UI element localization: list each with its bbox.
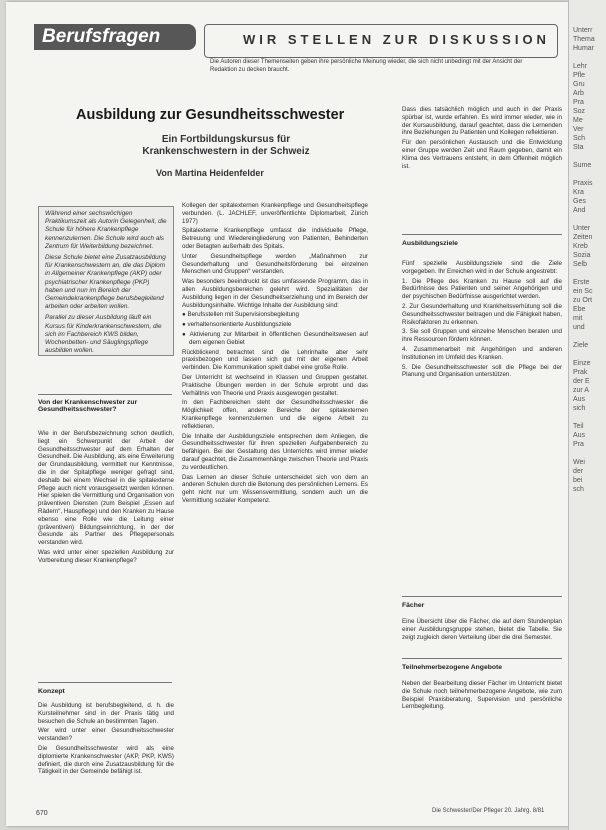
section-rule [38,394,172,395]
editorial-note: Die Autoren dieser Themenseiten geben ihre persönliche Meinung wieder, die sich nicht unbedingt mit der Ansicht der Redaktion zu decken braucht. [210,59,523,73]
section-rule [402,658,562,659]
paragraph: Was besonders beeindruckt ist das umfassende Programm, das in allen Ausbildungsbereichen gelehrt wird. Spezialitäten der Ausbildung liegen in der Gesundheitserziehung und im Bereich der Ausbildungsinhalte. Wichtige Inhalte der Ausbildung sind: [182,278,368,309]
paragraph: Wie in der Berufsbezeichnung schon deutlich, liegt ein Schwerpunkt der Arbeit der Gesundheitsschwester auf dem Erhalten der Gesundheit. Die Ausbildung, als eine Erweiterung der Grundausbildung, vermittelt nur Kenntnisse, die in der Spitalpflege weniger gefragt sind, deshalb bei einem Wechsel in die spitalexterne Pflege auch nicht vorausgesetzt werden können. Hier spielen die Vermittlung und Organisation von präventiven Diensten (zum Beispiel „Essen auf Rädern“, Hauspflege) und den Kranken zu Hause ebenso eine Rolle wie die Leitung einer (präventiven) Bildungseinrichtung, in der der Gesunde als Partner des Pflegepersonals verstanden wird. [38,430,174,547]
list-item: 2. Zur Gesunderhaltung und Krankheitsverhütung soll die Gesundheitsschwester beitragen und die Fähigkeit haben, Risikofaktoren zu erkennen. [402,302,562,326]
section-rule [402,234,562,235]
paragraph: Fünf spezielle Ausbildungsziele sind die Ziele vorgegeben. Ihr Erreichen wird in der Schule angestrebt: [402,260,562,275]
magazine-page [6,2,568,826]
abstract-paragraph: Parallel zu dieser Ausbildung läuft ein Kursus für Kinderkrankenschwestern, die sich im Fachbereich KWS bilden, Wochenbetten- und Säuglingspflege ausbilden wollen. [45,314,162,355]
angebote-text [402,680,562,713]
paragraph: Rückblickend betrachtet sind die Lehrinhalte aber sehr praxisbezogen und lassen sich gut mit der eigenen Arbeit verbinden. Die Kommunikation spielt dabei eine große Rolle. [182,348,368,372]
article-author: Von Martina Heidenfelder [156,168,264,178]
category-label: Berufsfragen [42,26,161,47]
paragraph: Unter Gesundheitspflege werden „Maßnahmen zur Gesunderhaltung und Gesundheitsförderung bei einzelnen Menschen und Gruppen“ verstanden. [182,252,368,276]
paragraph: Das Lernen an dieser Schule unterscheidet sich von dem an anderen Schulen durch die Betonung des persönlichen Lernens. Es geht nicht nur um Wissensvermittlung, sondern auch um die Vermittlung sozialer Kompetenz. [182,473,368,504]
adjacent-page-edge [568,0,606,830]
paragraph: Kollegen der spitalexternen Krankenpflege und Gesundheitspflege verbunden. (L. JACHLEF, unveröffentlichte Diplomarbeit, Zürich 1977) [182,202,368,225]
list-item: 4. Zusammenarbeit mit Angehörigen und anderen Institutionen im Umfeld des Kranken. [402,345,562,361]
bullet-item: ● Berufsstellen mit Supervisionsbegleitung [182,311,299,319]
paragraph: Die Ausbildung ist berufsbegleitend, d. h. die Kursteilnehmer sind in der Praxis tätig und besuchen die Schule an bestimmten Tagen. [38,702,174,725]
konzept-text [38,702,174,778]
list-item: 1. Die Pflege des Kranken zu Hause soll auf die Bedürfnisse des Patienten und seiner Angehörigen und der psychischen Bedürfnisse ausgerichtet werden. [402,277,562,301]
article-subtitle: Ein Fortbildungskursus für Krankenschwestern in der Schweiz [142,134,310,157]
abstract-paragraph: Diese Schule bietet eine Zusatzausbildung für Krankenschwestern an, die das Diplom in Allgemeiner Krankenpflege (AKP) oder psychiatrischer Krankenpflege (PKP) haben und nun im Bereich der Gemeindekrankenpflege berufsbegleitend arbeiten oder arbeiten wollen. [45,254,166,311]
section-heading: Von der Krankenschwester zur Gesundheitsschwester? [38,399,138,413]
adjacent-page-text: Unterr Thema Humar Lehr Pfle Gru Arb Pra Soz Me Ver Sch Sta Sume Praxis Kra Ges And Unter Zeiten Kreb Sozia Selb Erste ein Sc zu Ort Ebe mit und Ziele Einze Prak der E zur A Aus sich Teil Aus Pra Wei der bei sch [573,27,595,493]
paragraph: Der Unterricht ist wechselnd in Klassen und Gruppen gestaltet. Praktische Übungen werden in der Schule erprobt und das Verhältnis von Theorie und Praxis ausgewogen gestaltet. [182,373,368,397]
page-number: 670 [36,810,48,817]
middle-column-text [182,202,368,507]
section-heading: Teilnehmerbezogene Angebote [402,664,503,671]
list-item: 5. Die Gesundheitsschwester soll die Pflege bei der Planung und Organisation unterstützen. [402,363,562,379]
paragraph: Eine Übersicht über die Fächer, die auf dem Stundenplan einer Ausbildungsgruppe stehen, bietet die Tabelle. Sie zeigt zugleich deren Verteilung über die drei Semester. [402,618,562,641]
bullet-item: ● verhaltensorientierte Ausbildungsziele [182,321,292,329]
series-title: WIR STELLEN ZUR DISKUSSION [243,32,550,47]
section-heading: Ausbildungsziele [402,240,458,247]
article-title: Ausbildung zur Gesundheitsschwester [76,107,345,123]
right-column-top-text [402,106,562,172]
ziele-text [402,260,562,381]
journal-footer: Die Schwester/Der Pfleger 20. Jahrg. 8/81 [432,808,545,814]
abstract-box [38,206,174,356]
category-banner [34,24,196,50]
list-item: 3. Sie soll Gruppen und einzelne Menschen beraten und ihre Ressourcen fördern können. [402,328,562,344]
paragraph: In den Fachbereichen steht der Gesundheitsschwester die Möglichkeit offen, andere Bereiche der spitalexternen Krankenpflege kennenzulernen und die eigene Arbeit zu reflektieren. [182,399,368,430]
paragraph: Die Gesundheitsschwester wird als eine diplomierte Krankenschwester (AKP, PKP, KWS) definiert, die durch eine Zusatzausbildung für die Tätigkeit in der Gemeinde befähigt ist. [38,744,174,776]
section-rule [402,596,562,597]
paragraph: Wer wird unter einer Gesundheitsschwester verstanden? [38,727,174,743]
paragraph: Spitalexterne Krankenpflege umfasst die individuelle Pflege, Betreuung und Wiedereingliederung von Patienten, Behinderten oder Betagten außerhalb des Spitals. [182,227,368,250]
paragraph: Die Inhalte der Ausbildungsziele entsprechen dem Anliegen, die Gesundheitsschwester für ihren speziellen Aufgabenbereich zu befähigen. Bei der Gestaltung des Unterrichts wird immer wieder darauf geachtet, die Zusammenhänge zwischen Theorie und Praxis zu verdeutlichen. [182,432,368,471]
paragraph: Was wird unter einer speziellen Ausbildung zur Vorbereitung dieser Krankenpflege? [38,548,174,564]
left-column-text [38,430,174,567]
section-rule [38,682,172,683]
series-title-box [204,24,558,58]
abstract-paragraph: Während einer sechswöchigen Praktikumszeit als Autorin Gelegenheit, die Schule für höhere Krankenpflege kennenzulernen. Die Schule wird auch als Zentrum für Weiterbildung bezeichnet. [45,210,167,250]
bullet-item: ● Aktivierung zur Mitarbeit in öffentlichen Gesundheitswesen auf dem eigenen Gebiet [182,330,368,346]
section-heading: Konzept [38,688,65,695]
section-heading: Fächer [402,602,425,609]
paragraph: Für den persönlichen Austausch und die Entwicklung einer Gruppe werden Zeit und Raum gegeben, damit ein Klima des Vertrauens entsteht, in dem Offenheit möglich ist. [402,139,562,170]
paragraph: Dass dies tatsächlich möglich und auch in der Praxis spürbar ist, wurde erfahren. Es wird immer wieder, wie in der Kursausbildung, darauf geachtet, dass die Lernenden ihre Beziehungen zu Patienten und Kollegen reflektieren. [402,106,562,137]
faecher-text [402,618,562,643]
paragraph: Neben der Bearbeitung dieser Fächer im Unterricht bietet die Schule noch teilnehmerbezogene Angebote, wie zum Beispiel Praxisberatung, Supervision und persönliche Lernbegleitung. [402,680,562,711]
